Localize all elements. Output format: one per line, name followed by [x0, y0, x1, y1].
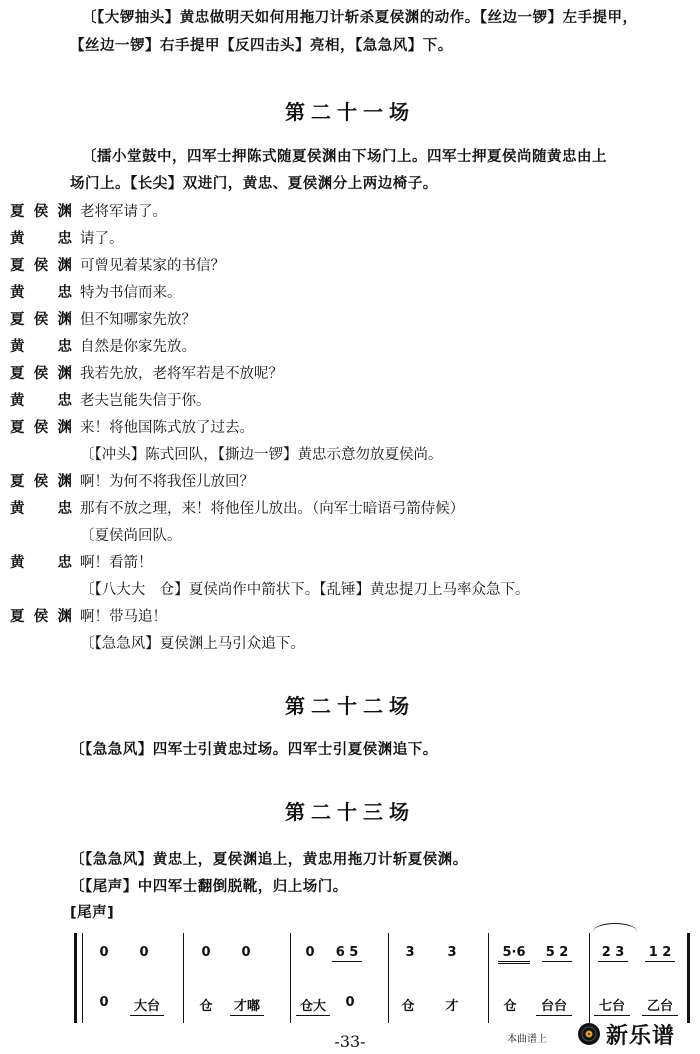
- dialogue-text: 〔夏侯尚回队。: [80, 528, 182, 544]
- speaker-name: 黄忠: [10, 339, 72, 355]
- speaker-name: 夏侯渊: [10, 474, 72, 490]
- note: 2 3: [598, 945, 628, 962]
- stage-direction: 〔擂小堂鼓中，四军士押陈式随夏侯渊由下场门上。四军士押夏侯尚随黄忠由上: [82, 149, 607, 165]
- dialogue-text: 我若先放，老将军若是不放呢？: [80, 366, 283, 382]
- speaker-name: 夏侯渊: [10, 609, 72, 625]
- music-score: [70, 927, 695, 1027]
- dialogue-line: [0, 281, 700, 305]
- notation-row: [70, 945, 695, 969]
- dialogue-line: [0, 227, 700, 251]
- speaker-name: 黄忠: [10, 555, 72, 571]
- dialogue-line: [0, 578, 700, 602]
- dialogue-line: [0, 632, 700, 656]
- dialogue-line: [0, 389, 700, 413]
- percussion-syllable: 0: [99, 995, 109, 1010]
- percussion-syllable: 乙台: [642, 995, 678, 1016]
- dialogue-line: [0, 497, 700, 521]
- scene-title: 第二十二场: [285, 694, 415, 718]
- note: 5·6: [498, 945, 530, 964]
- note: 0: [201, 945, 211, 960]
- stage-direction: 〔【尾声】中四军士翻倒脱靴，归上场门。: [70, 879, 348, 895]
- scene-title: 第二十三场: [285, 800, 415, 824]
- percussion-syllable: 才: [445, 999, 459, 1014]
- speaker-name: 黄忠: [10, 231, 72, 247]
- note: 5 2: [542, 945, 572, 962]
- scene-title: 第二十一场: [285, 100, 415, 124]
- stage-direction: 〔【急急风】黄忠上，夏侯渊追上，黄忠用拖刀计斩夏侯渊。: [70, 852, 468, 868]
- dialogue-text: 特为书信而来。: [80, 285, 182, 301]
- stage-direction: 【丝边一锣】右手提甲【反四击头】亮相，【急急风】下。: [70, 38, 453, 54]
- footer-caption: 本曲谱上: [507, 1034, 547, 1045]
- logo-text: 新乐谱: [606, 1024, 676, 1049]
- percussion-syllable: 0: [345, 995, 355, 1010]
- dialogue-line: [0, 362, 700, 386]
- speaker-name: 夏侯渊: [10, 420, 72, 436]
- dialogue-line: [0, 605, 700, 629]
- dialogue-text: 老将军请了。: [80, 204, 167, 220]
- percussion-syllable: 仓: [199, 999, 213, 1014]
- speaker-name: 黄忠: [10, 285, 72, 301]
- stage-direction: 〔【急急风】四军士引黄忠过场。四军士引夏侯渊追下。: [70, 742, 438, 758]
- dialogue-line: [0, 470, 700, 494]
- note: 0: [99, 945, 109, 960]
- dialogue-text: 自然是你家先放。: [80, 339, 196, 355]
- dialogue-text: 〔【冲头】陈式回队，【撕边一锣】黄忠示意勿放夏侯尚。: [80, 447, 443, 463]
- dialogue-line: [0, 308, 700, 332]
- note: 3: [405, 945, 415, 960]
- slur-mark: [593, 923, 637, 940]
- dialogue-text: 〔【八大大 仓】夏侯尚作中箭状下。【乱锤】黄忠提刀上马率众急下。: [80, 582, 530, 598]
- dialogue-line: [0, 524, 700, 548]
- percussion-syllable: 大台: [130, 995, 164, 1016]
- percussion-syllable: 仓大: [296, 995, 330, 1016]
- dialogue-line: [0, 254, 700, 278]
- dialogue-text: 啊！为何不将我侄儿放回？: [80, 474, 254, 490]
- note: 0: [305, 945, 315, 960]
- percussion-syllable: 仓: [401, 999, 415, 1014]
- note: 6 5: [332, 945, 362, 962]
- percussion-row: [70, 995, 695, 1019]
- dialogue-text: 老夫岂能失信于你。: [80, 393, 211, 409]
- dialogue-line: [0, 443, 700, 467]
- speaker-name: 黄忠: [10, 393, 72, 409]
- score-label: [尾声]: [70, 905, 115, 921]
- speaker-name: 黄忠: [10, 501, 72, 517]
- dialogue-text: 〔【急急风】夏侯渊上马引众追下。: [80, 636, 305, 652]
- note: 3: [447, 945, 457, 960]
- percussion-syllable: 七台: [594, 995, 630, 1016]
- dialogue-text: 来！将他国陈式放了过去。: [80, 420, 254, 436]
- percussion-syllable: 才嘟: [230, 995, 264, 1016]
- dialogue-text: 那有不放之理，来！将他侄儿放出。（向军士暗语弓箭侍候）: [80, 501, 465, 517]
- note: 1 2: [645, 945, 675, 962]
- speaker-name: 夏侯渊: [10, 312, 72, 328]
- speaker-name: 夏侯渊: [10, 366, 72, 382]
- stage-direction: 〔【大锣抽头】黄忠做明天如何用拖刀计斩杀夏侯渊的动作。【丝边一锣】左手提甲，: [82, 10, 638, 26]
- dialogue-text: 啊！看箭！: [80, 555, 153, 571]
- page-number: -33-: [334, 1032, 366, 1051]
- dialogue-line: [0, 551, 700, 575]
- speaker-name: 夏侯渊: [10, 258, 72, 274]
- note: 0: [241, 945, 251, 960]
- vinyl-record-icon: [577, 1022, 601, 1046]
- dialogue-text: 请了。: [80, 231, 124, 247]
- dialogue-text: 可曾见着某家的书信？: [80, 258, 225, 274]
- speaker-name: 夏侯渊: [10, 204, 72, 220]
- dialogue-line: [0, 200, 700, 224]
- percussion-syllable: 台台: [536, 995, 572, 1016]
- dialogue-line: [0, 335, 700, 359]
- dialogue-line: [0, 416, 700, 440]
- dialogue-text: 但不知哪家先放？: [80, 312, 196, 328]
- percussion-syllable: 仓: [503, 999, 517, 1014]
- stage-direction: 场门上。【长尖】双进门，黄忠、夏侯渊分上两边椅子。: [70, 176, 438, 192]
- dialogue-text: 啊！带马追！: [80, 609, 167, 625]
- note: 0: [139, 945, 149, 960]
